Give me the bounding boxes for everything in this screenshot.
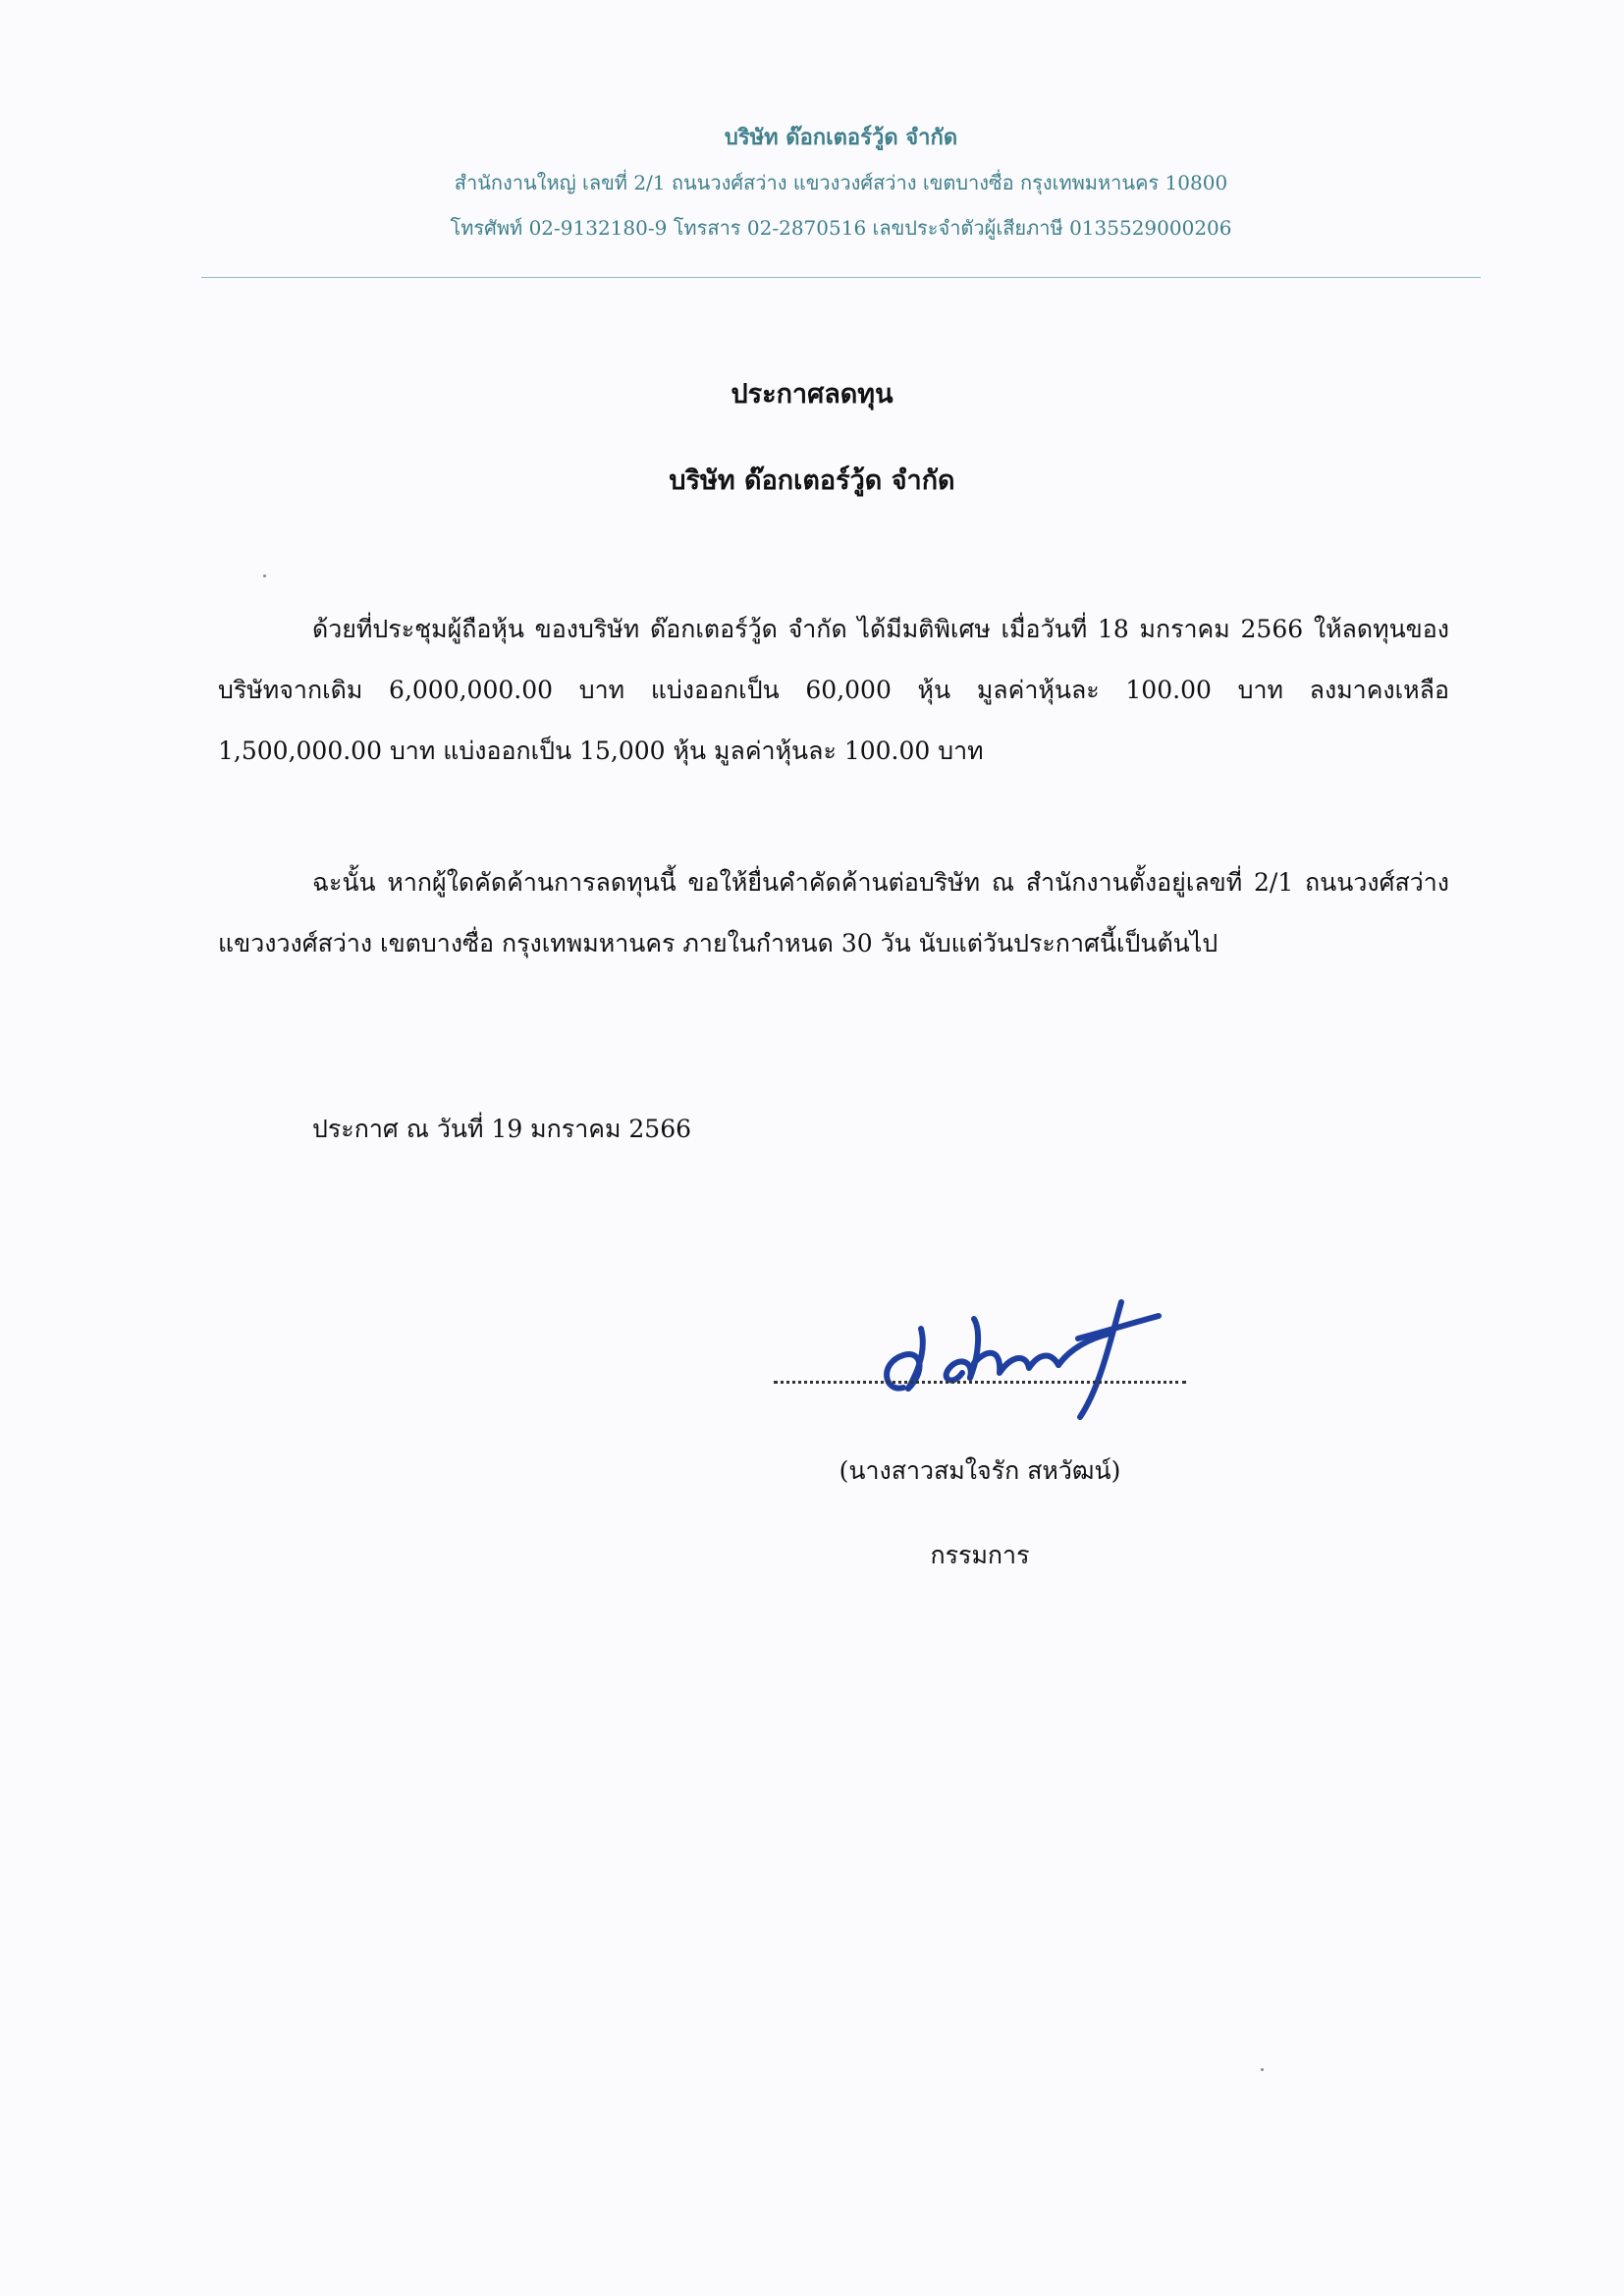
letterhead bbox=[201, 123, 1481, 243]
letterhead-divider bbox=[201, 277, 1481, 278]
paragraph-resolution: ด้วยที่ประชุมผู้ถือหุ้น ของบริษัท ด๊อกเตอร์วู้ด จำกัด ได้มีมติพิเศษ เมื่อวันที่ 18 มกราคม 2566 ให้ลดทุนของบริษัทจากเดิม 6,000,000.00 บาท แบ่งออกเป็น 60,000 หุ้น มูลค่าหุ้นละ 100.00 บาท ลงมาคงเหลือ 1,500,000.00 บาท แบ่งออกเป็น 15,000 หุ้น มูลค่าหุ้นละ 100.00 บาท bbox=[218, 615, 1449, 765]
signatory-name: (นางสาวสมใจรัก สหวัฒน์) bbox=[839, 1456, 1121, 1485]
letterhead-contact: โทรศัพท์ 02-9132180-9 โทรสาร 02-2870516 เลขประจำตัวผู้เสียภาษี 0135529000206 bbox=[450, 216, 1232, 240]
document-subtitle: บริษัท ด๊อกเตอร์วู้ด จำกัด bbox=[669, 465, 955, 496]
letterhead-address: สำนักงานใหญ่ เลขที่ 2/1 ถนนวงศ์สว่าง แขวงวงศ์สว่าง เขตบางซื่อ กรุงเทพมหานคร 10800 bbox=[454, 171, 1228, 194]
paragraph-objection: ฉะนั้น หากผู้ใดคัดค้านการลดทุนนี้ ขอให้ยื่นคำคัดค้านต่อบริษัท ณ สำนักงานตั้งอยู่เลขที่ 2/1 ถนนวงศ์สว่าง แขวงวงศ์สว่าง เขตบางซื่อ กรุงเทพมหานคร ภายในกำหนด 30 วัน นับแต่วันประกาศนี้เป็นต้นไป bbox=[218, 868, 1449, 957]
scan-speck bbox=[263, 574, 266, 577]
signatory-position: กรรมการ bbox=[930, 1541, 1030, 1569]
letterhead-company-name: บริษัท ด๊อกเตอร์วู้ด จำกัด bbox=[724, 125, 958, 150]
handwritten-signature-icon bbox=[864, 1294, 1198, 1422]
announcement-date: ประกาศ ณ วันที่ 19 มกราคม 2566 bbox=[312, 1115, 692, 1143]
signature-line bbox=[774, 1381, 1186, 1384]
scan-speck bbox=[1261, 2068, 1264, 2071]
document-title: ประกาศลดทุน bbox=[731, 379, 893, 410]
